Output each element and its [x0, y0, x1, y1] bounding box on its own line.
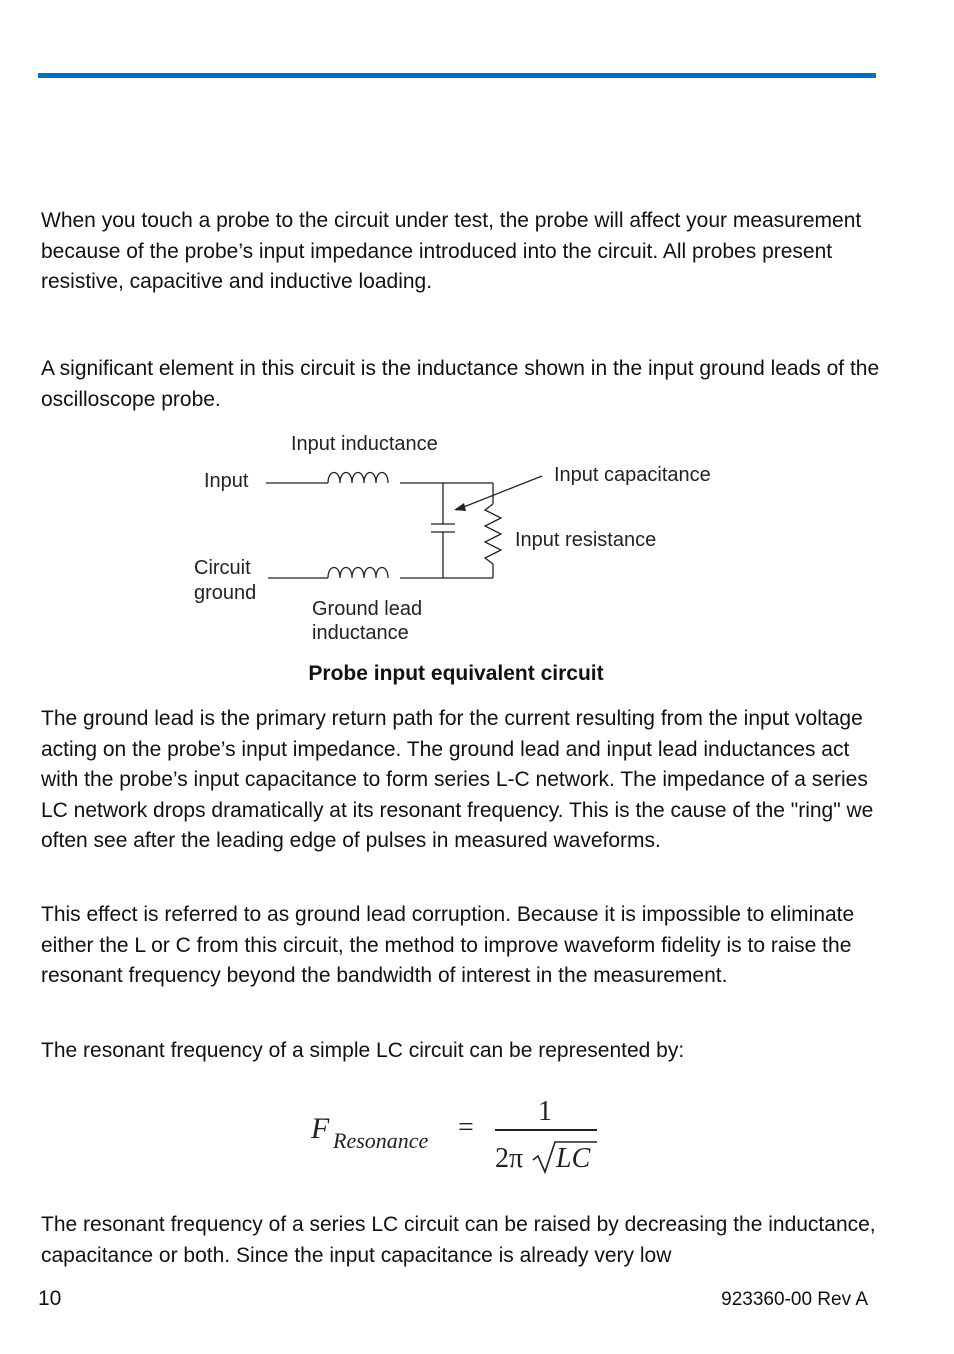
formula-radicand: LC — [556, 1143, 591, 1174]
resonant-frequency-intro: The resonant frequency of a simple LC circuit can be represented by: — [41, 1039, 685, 1062]
formula-numerator: 1 — [538, 1096, 552, 1127]
header-rule — [38, 73, 876, 78]
label-ground-lead: Ground lead — [312, 598, 423, 620]
document-id: 923360-00 Rev A — [721, 1289, 868, 1310]
formula-f: F — [311, 1112, 330, 1145]
label-input-capacitance: Input capacitance — [554, 464, 711, 486]
ground-lead-paragraph: The ground lead is the primary return path for the current resulting from the input voltage acting on the probe’s input impedance. The ground lead and input lead inductances act with the probe’s input capacitance to form series L-C network. The impedance of a series LC network drops dramatically at its resonant frequency. This is the cause of the "ring" we often see after the leading edge of pulses in measured waveforms. — [41, 707, 874, 852]
figure-caption: Probe input equivalent circuit — [308, 662, 604, 685]
probe-circuit-diagram — [190, 428, 730, 650]
ground-corruption-paragraph: This effect is referred to as ground lead corruption. Because it is impossible to eliminate either the L or C from this circuit, the method to improve waveform fidelity is to raise the resonant frequency beyond the bandwidth of interest in the measurement. — [41, 903, 855, 987]
label-ground-lead-inductance: inductance — [312, 622, 409, 644]
formula-equals: = — [458, 1112, 474, 1143]
label-input: Input — [204, 470, 249, 492]
intro-paragraph: When you touch a probe to the circuit under test, the probe will affect your measurement because of the probe’s input impedance introduced into the circuit. All probes present resistive, capacitive and inductive loading. — [41, 209, 862, 293]
formula-subscript: Resonance — [333, 1128, 429, 1153]
raise-frequency-paragraph: The resonant frequency of a series LC circuit can be raised by decreasing the inductance, capacitance or both. Since the input capacitance is already very low — [41, 1213, 876, 1267]
label-input-inductance: Input inductance — [291, 433, 438, 455]
inductance-paragraph: A significant element in this circuit is the inductance shown in the input ground leads of the oscilloscope probe. — [41, 357, 880, 411]
formula-denominator-coeff: 2π — [495, 1143, 524, 1174]
resonance-formula — [305, 1090, 605, 1185]
page-number: 10 — [38, 1287, 62, 1310]
label-input-resistance: Input resistance — [515, 529, 657, 551]
label-circuit: Circuit — [194, 557, 251, 579]
label-ground: ground — [194, 582, 257, 604]
